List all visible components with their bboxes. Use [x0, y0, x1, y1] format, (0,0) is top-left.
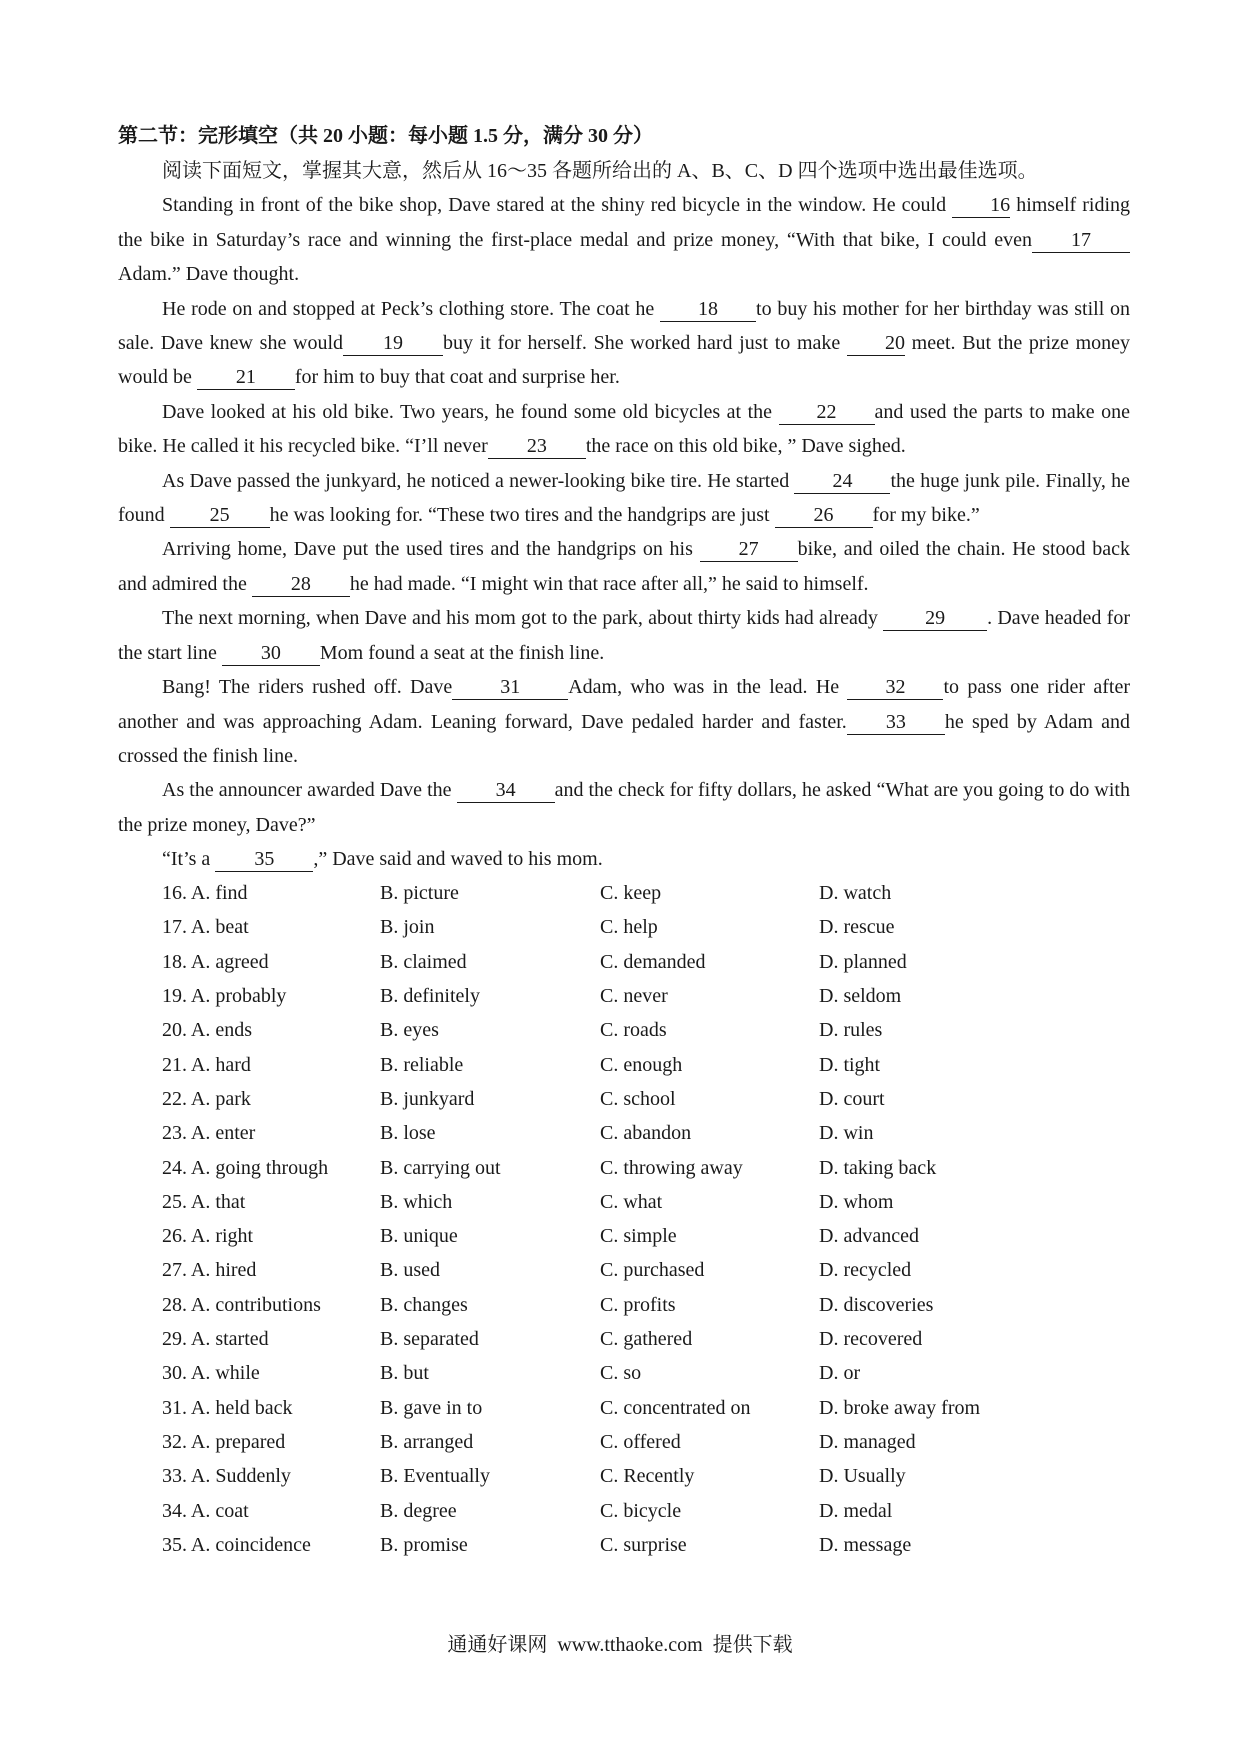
blank-27: 27 — [700, 537, 798, 562]
blank-21: 21 — [197, 365, 295, 390]
blank-28: 28 — [252, 572, 350, 597]
instruction: 阅读下面短文，掌握其大意，然后从 16～35 各题所给出的 A、B、C、D 四个选项中选出最佳选项。 — [162, 160, 1038, 182]
option-a: 19. A. probably — [162, 985, 287, 1008]
option-b: B. eyes — [380, 1019, 439, 1042]
passage-paragraph-1: Standing in front of the bike shop, Dave stared at the shiny red bicycle in the window. He could 16 himself riding the bike in Saturday’s race and winning the first-place medal and prize money, “With that bike, I could even 17Adam.” Dave thought. — [118, 194, 1131, 286]
option-d: D. whom — [819, 1190, 894, 1213]
option-c: C. enough — [600, 1053, 683, 1076]
section-heading: 第二节：完形填空（共 20 小题：每小题 1.5 分，满分 30 分） — [118, 125, 653, 147]
option-b: B. which — [380, 1190, 453, 1213]
option-b: B. picture — [380, 882, 459, 905]
option-row — [118, 1528, 1130, 1562]
option-b: B. Eventually — [380, 1465, 490, 1488]
option-c: C. simple — [600, 1225, 677, 1248]
option-b: B. arranged — [380, 1430, 474, 1453]
option-row — [118, 1220, 1130, 1254]
footer-note: 提供下载 — [712, 1634, 793, 1656]
option-b: B. gave in to — [380, 1396, 483, 1419]
option-row — [118, 1288, 1130, 1322]
blank-34: 34 — [457, 778, 555, 803]
passage-paragraph-3: Dave looked at his old bike. Two years, he found some old bicycles at the 22 and used the parts to make one bike. He called it his recycled bike. “I’ll never 23 the race on this old bike, ” Dave sighed. — [118, 400, 1131, 458]
passage-paragraph-2: He rode on and stopped at Peck’s clothing store. The coat he 18 to buy his mother for her birthday was still on sale. Dave knew she would 19 buy it for herself. She worked hard just to make 20 meet. But the prize money would be 21 for him to buy that coat and surprise her. — [118, 297, 1131, 389]
option-c: C. school — [600, 1087, 676, 1110]
option-c: C. offered — [600, 1430, 681, 1453]
option-c: C. purchased — [600, 1259, 705, 1282]
option-b: B. join — [380, 916, 435, 939]
blank-31: 31 — [452, 675, 568, 700]
option-c: C. bicycle — [600, 1499, 682, 1522]
option-b: B. degree — [380, 1499, 457, 1522]
option-row — [118, 877, 1130, 911]
option-d: D. planned — [819, 950, 907, 973]
option-d: D. Usually — [819, 1465, 906, 1488]
option-row — [118, 1391, 1130, 1425]
option-row — [118, 1117, 1130, 1151]
option-b: B. promise — [380, 1533, 468, 1556]
option-c: C. demanded — [600, 950, 706, 973]
option-row — [118, 945, 1130, 979]
option-b: B. unique — [380, 1225, 458, 1248]
option-row — [118, 1185, 1130, 1219]
option-d: D. rescue — [819, 916, 895, 939]
option-b: B. junkyard — [380, 1087, 475, 1110]
option-d: D. medal — [819, 1499, 893, 1522]
option-d: D. or — [819, 1362, 861, 1385]
blank-25: 25 — [170, 503, 270, 528]
option-c: C. what — [600, 1190, 663, 1213]
passage-paragraph-8: As the announcer awarded Dave the 34 and the check for fifty dollars, he asked “What are you going to do with the prize money, Dave?” — [118, 779, 1130, 836]
passage-paragraph-5: Arriving home, Dave put the used tires and the handgrips on his 27 bike, and oiled the chain. He stood back and admired the 28 he had made. “I might win that race after all,” he said to himself. — [118, 538, 1130, 595]
blank-22: 22 — [779, 400, 875, 425]
option-a: 17. A. beat — [162, 916, 249, 939]
option-d: D. win — [819, 1122, 874, 1145]
option-d: D. recovered — [819, 1328, 923, 1351]
blank-30: 30 — [222, 641, 320, 666]
option-row — [118, 911, 1130, 945]
option-c: C. never — [600, 985, 668, 1008]
option-a: 18. A. agreed — [162, 950, 269, 973]
blank-26: 26 — [775, 503, 873, 528]
option-c: C. profits — [600, 1293, 676, 1316]
blank-33: 33 — [847, 710, 945, 735]
option-a: 29. A. started — [162, 1328, 269, 1351]
option-d: D. rules — [819, 1019, 883, 1042]
option-b: B. but — [380, 1362, 429, 1385]
option-row — [118, 1048, 1130, 1082]
option-row — [118, 1494, 1130, 1528]
blank-35: 35 — [215, 847, 313, 872]
option-b: B. claimed — [380, 950, 467, 973]
blank-16: 16 — [952, 193, 1010, 218]
option-c: C. throwing away — [600, 1156, 743, 1179]
document-page — [118, 122, 1130, 1562]
option-a: 30. A. while — [162, 1362, 260, 1385]
option-a: 31. A. held back — [162, 1396, 293, 1419]
option-d: D. recycled — [819, 1259, 912, 1282]
option-d: D. seldom — [819, 985, 902, 1008]
option-b: B. carrying out — [380, 1156, 501, 1179]
option-a: 24. A. going through — [162, 1156, 329, 1179]
footer-url: www.tthaoke.com — [557, 1634, 703, 1656]
option-b: B. used — [380, 1259, 440, 1282]
option-row — [118, 1151, 1130, 1185]
blank-29: 29 — [883, 606, 987, 631]
option-d: D. managed — [819, 1430, 916, 1453]
option-row — [118, 1425, 1130, 1459]
passage-paragraph-4: As Dave passed the junkyard, he noticed a newer-looking bike tire. He started 24 the huge junk pile. Finally, he found 25 he was looking for. “These two tires and the handgrips are just 26 for my bike.” — [118, 469, 1130, 527]
option-d: D. broke away from — [819, 1396, 981, 1419]
blank-19: 19 — [343, 331, 443, 356]
option-d: D. advanced — [819, 1225, 919, 1248]
option-a: 32. A. prepared — [162, 1430, 286, 1453]
option-d: D. taking back — [819, 1156, 937, 1179]
option-a: 25. A. that — [162, 1190, 246, 1213]
passage-paragraph-7: Bang! The riders rushed off. Dave 31 Adam, who was in the lead. He 32 to pass one rider after another and was approaching Adam. Leaning forward, Dave pedaled harder and faster. 33 he sped by Adam and crossed the finish line. — [118, 676, 1131, 767]
option-row — [118, 1322, 1130, 1356]
blank-24: 24 — [794, 469, 890, 494]
option-a: 34. A. coat — [162, 1499, 249, 1522]
passage-paragraph-9: “It’s a 35 ,” Dave said and waved to his mom. — [162, 848, 603, 871]
option-a: 23. A. enter — [162, 1122, 256, 1145]
option-a: 27. A. hired — [162, 1259, 257, 1282]
option-b: B. lose — [380, 1122, 436, 1145]
option-d: D. discoveries — [819, 1293, 934, 1316]
blank-18: 18 — [660, 297, 756, 322]
option-d: D. tight — [819, 1053, 881, 1076]
option-row — [118, 1357, 1130, 1391]
option-b: B. separated — [380, 1328, 479, 1351]
options-list — [118, 877, 1130, 1563]
option-c: C. abandon — [600, 1122, 692, 1145]
option-a: 33. A. Suddenly — [162, 1465, 291, 1488]
option-d: D. court — [819, 1087, 885, 1110]
option-c: C. surprise — [600, 1533, 687, 1556]
option-a: 22. A. park — [162, 1087, 251, 1110]
option-c: C. concentrated on — [600, 1396, 751, 1419]
option-a: 28. A. contributions — [162, 1293, 321, 1316]
blank-17: 17 — [1032, 228, 1130, 253]
option-a: 20. A. ends — [162, 1019, 252, 1042]
option-d: D. watch — [819, 882, 892, 905]
option-a: 16. A. find — [162, 882, 248, 905]
blank-20: 20 — [847, 331, 905, 356]
option-c: C. Recently — [600, 1465, 695, 1488]
option-a: 35. A. coincidence — [162, 1533, 311, 1556]
page-footer — [0, 1628, 1240, 1657]
option-row — [118, 1082, 1130, 1116]
blank-32: 32 — [847, 675, 943, 700]
option-c: C. keep — [600, 882, 662, 905]
blank-23: 23 — [488, 434, 586, 459]
option-c: C. gathered — [600, 1328, 693, 1351]
option-d: D. message — [819, 1533, 912, 1556]
option-b: B. definitely — [380, 985, 480, 1008]
option-c: C. roads — [600, 1019, 667, 1042]
option-row — [118, 979, 1130, 1013]
option-c: C. so — [600, 1362, 642, 1385]
option-row — [118, 1254, 1130, 1288]
option-b: B. changes — [380, 1293, 468, 1316]
option-row — [118, 1014, 1130, 1048]
option-row — [118, 1460, 1130, 1494]
option-c: C. help — [600, 916, 658, 939]
option-a: 21. A. hard — [162, 1053, 251, 1076]
footer-site-name: 通通好课网 — [447, 1634, 548, 1656]
passage-paragraph-6: The next morning, when Dave and his mom got to the park, about thirty kids had already 29 . Dave headed for the start line 30 Mom found a seat at the finish line. — [118, 607, 1130, 664]
option-a: 26. A. right — [162, 1225, 254, 1248]
option-b: B. reliable — [380, 1053, 464, 1076]
